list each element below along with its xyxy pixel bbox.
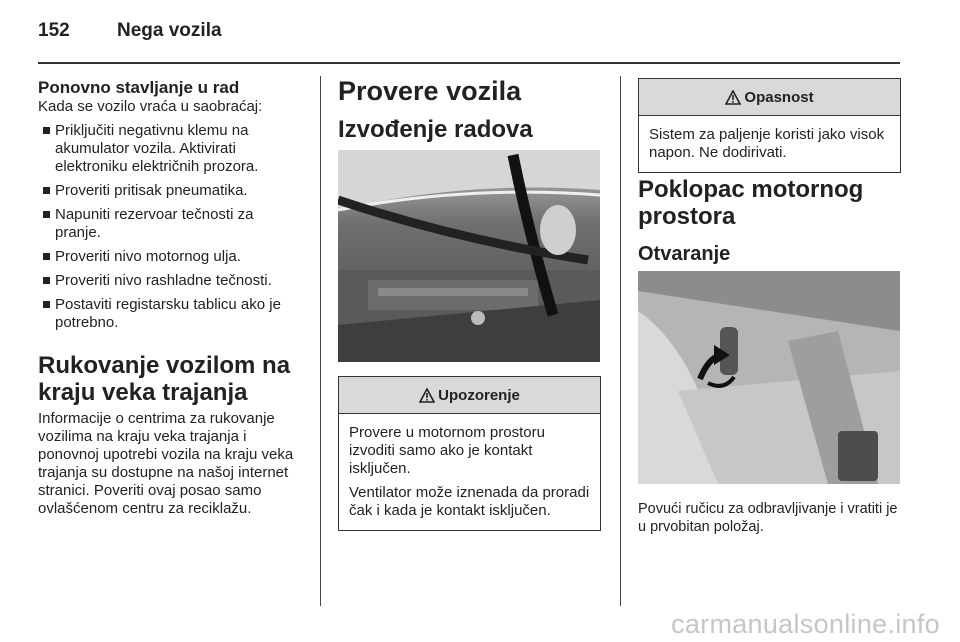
subheading-opening: Otvaranje <box>638 243 731 265</box>
warning-triangle-icon <box>725 90 741 105</box>
section-heading-end-of-life: Rukovanje vozilom na kraju veka trajanja <box>38 352 291 406</box>
list-item: Napuniti rezervoar tečnosti za pranje. <box>38 206 300 242</box>
danger-box <box>638 78 901 173</box>
header-divider <box>38 62 900 64</box>
warning-header <box>339 377 600 414</box>
warning-box <box>338 376 601 531</box>
watermark: carmanualsonline.info <box>671 609 940 639</box>
column-1 <box>38 78 300 518</box>
hood-caption <box>638 500 908 536</box>
restart-list <box>38 122 300 332</box>
warning-text-2: Ventilator može iznenada da proradi čak i kada je kontakt isključen. <box>349 484 590 519</box>
page-number: 152 <box>38 20 70 41</box>
danger-title: Opasnost <box>744 88 814 106</box>
end-of-life-text: Informacije o centrima za rukovanje vozilima na kraju veka trajanja i ponovnoj upotrebi vozila na kraju veka trajanja su dostupne na našoj internet stranici. Poveriti ovaj posao samo ovlašćenom centru za reciklažu. <box>38 410 294 517</box>
warning-triangle-icon <box>419 388 435 403</box>
section-heading-hood: Poklopac motornog prostora <box>638 176 864 230</box>
subheading-performing-work: Izvođenje radova <box>338 116 533 143</box>
list-item: Postaviti registarsku tablicu ako je potrebno. <box>38 296 300 332</box>
list-item: Priključiti negativnu klemu na akumulator vozila. Aktivirati elektroniku električnih prozora. <box>38 122 300 176</box>
hood-section <box>638 176 900 266</box>
warning-text-1: Provere u motornom prostoru izvoditi samo ako je kontakt isključen. <box>349 424 545 477</box>
column-divider-2 <box>620 76 621 606</box>
page-title: Nega vozila <box>117 20 222 41</box>
section-heading-checks: Provere vozila <box>338 76 522 106</box>
column-2 <box>338 76 600 143</box>
warning-body <box>339 414 600 530</box>
hood-caption-text: Povući ručicu za odbravljivanje i vratiti je u prvobitan položaj. <box>638 501 898 535</box>
danger-body <box>639 116 900 172</box>
danger-text: Sistem za paljenje koristi jako visok napon. Ne dodirivati. <box>649 126 885 161</box>
engine-bay-photo <box>338 150 600 362</box>
hood-release-lever-photo <box>638 271 900 484</box>
column-divider-1 <box>320 76 321 606</box>
danger-header <box>639 79 900 116</box>
warning-title: Upozorenje <box>438 386 520 404</box>
list-item: Proveriti nivo rashladne tečnosti. <box>38 272 300 290</box>
restart-intro: Kada se vozilo vraća u saobraćaj: <box>38 98 263 115</box>
section-heading-restart: Ponovno stavljanje u rad <box>38 78 240 97</box>
list-item: Proveriti pritisak pneumatika. <box>38 182 300 200</box>
list-item: Proveriti nivo motornog ulja. <box>38 248 300 266</box>
